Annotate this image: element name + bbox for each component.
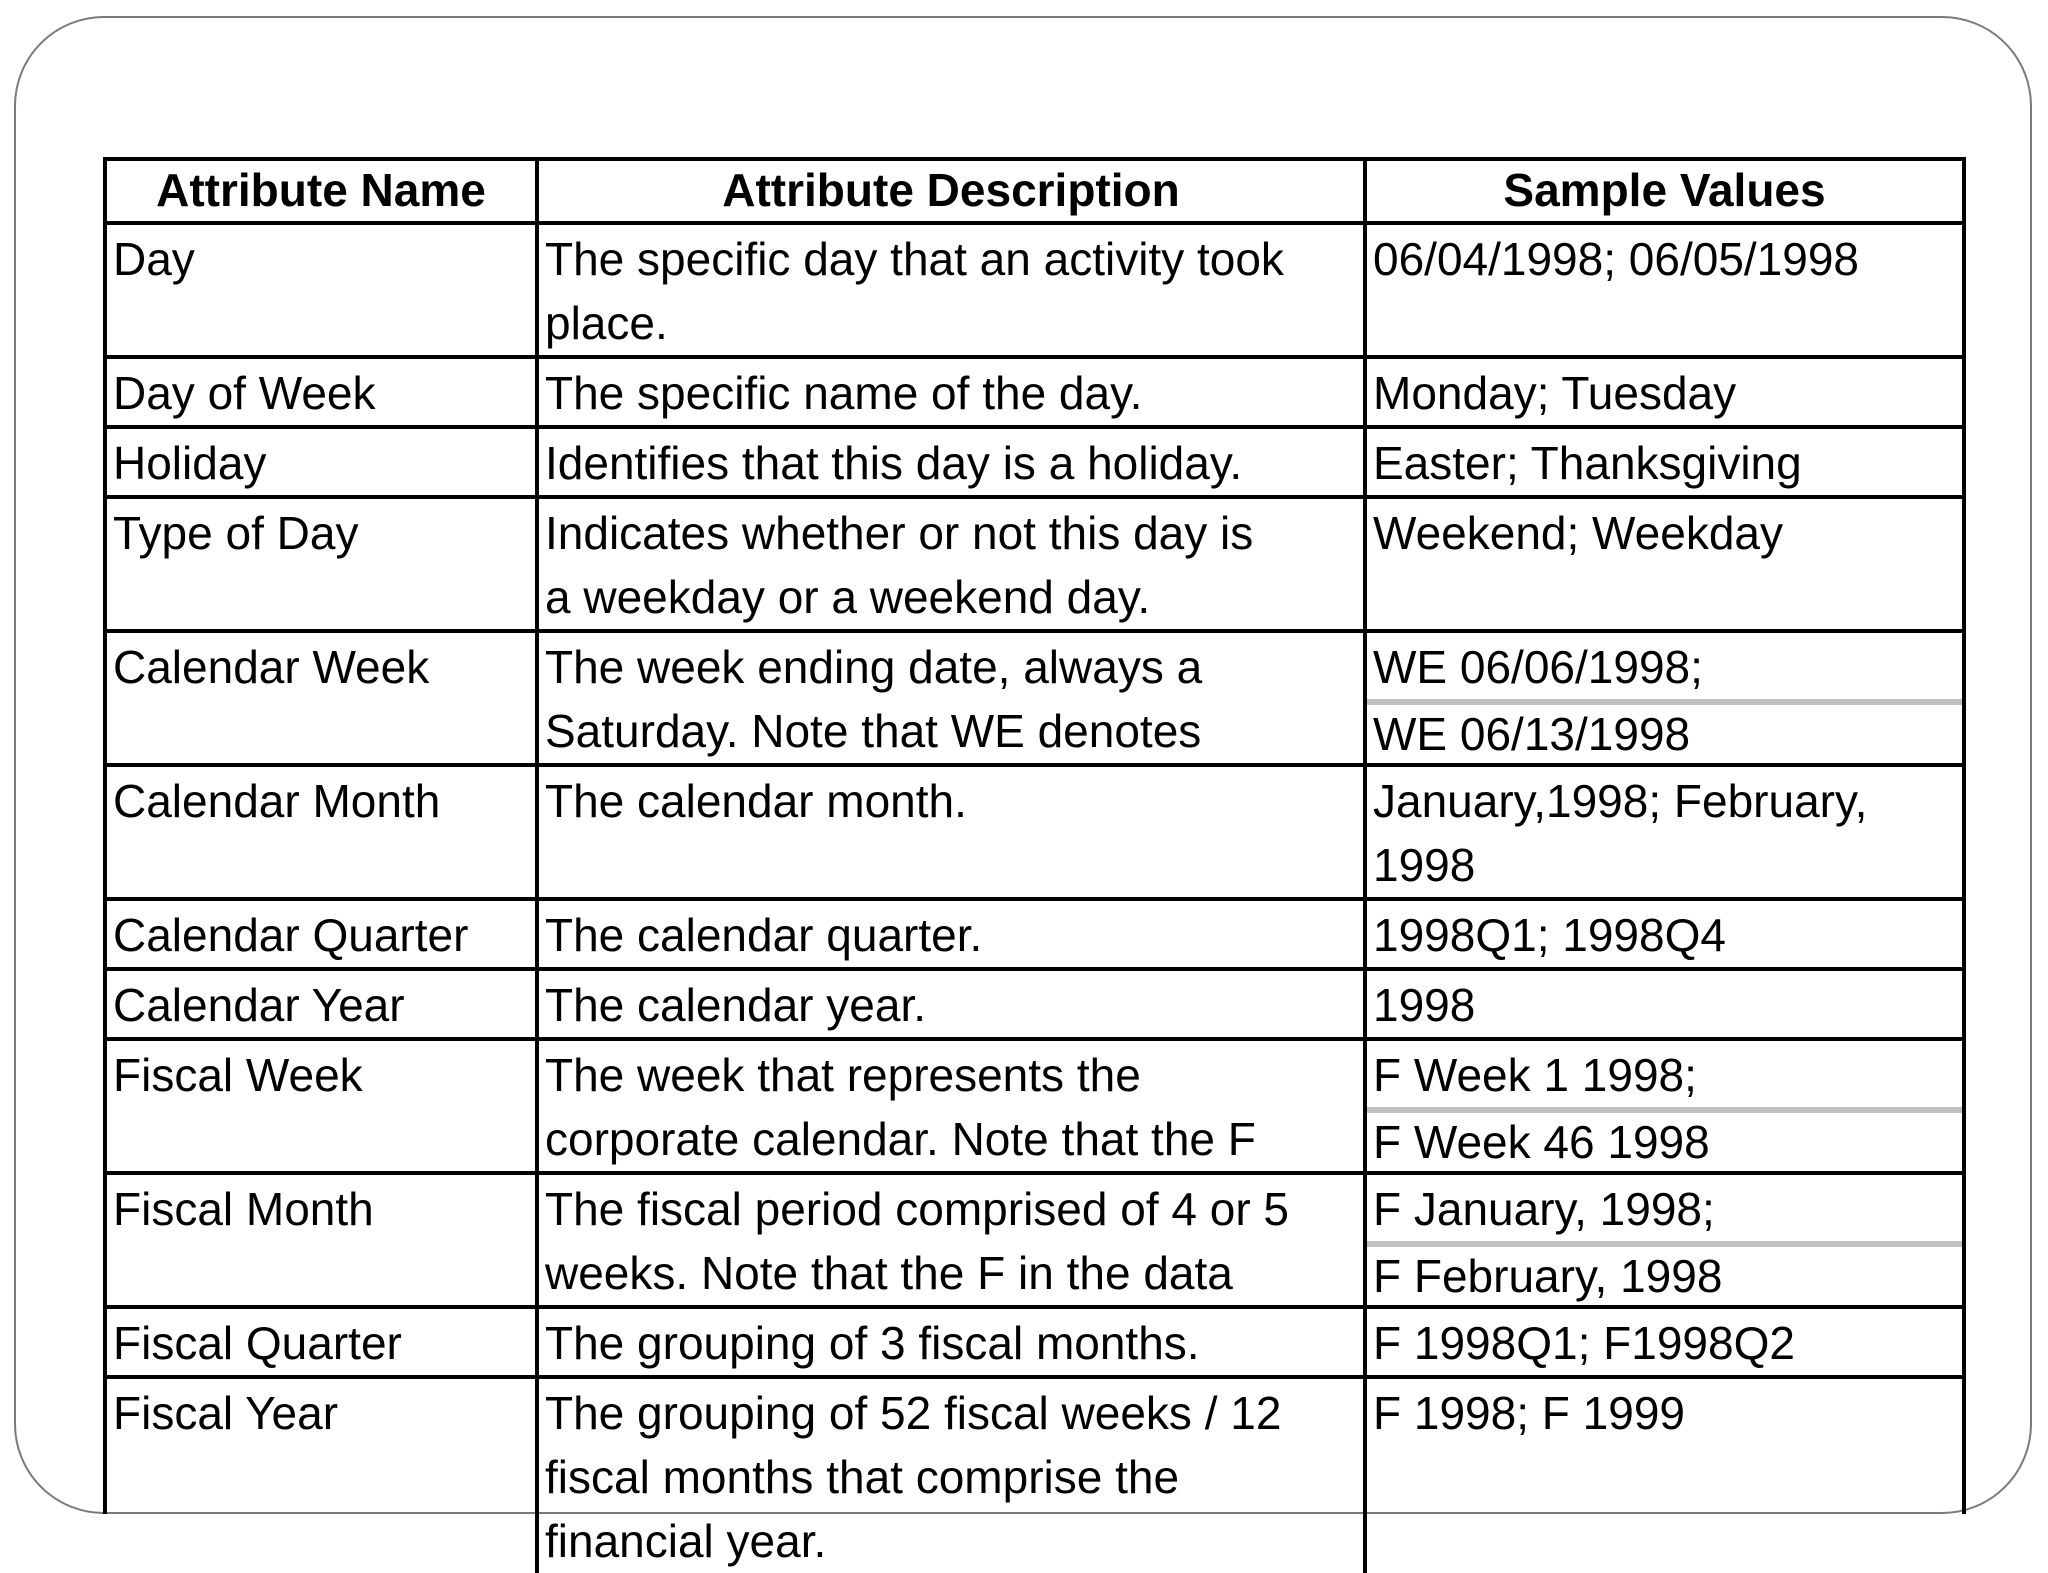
table-row <box>107 497 1962 631</box>
attribute-table <box>107 161 1962 1573</box>
cell-attribute-description: The specific day that an activity took place. <box>537 223 1365 357</box>
cell-sample-values: Weekend; Weekday <box>1365 497 1962 631</box>
cell-attribute-name: Type of Day <box>107 497 537 631</box>
cell-attribute-description: Identifies that this day is a holiday. <box>537 427 1365 497</box>
cell-sample-values: 1998 <box>1365 969 1962 1039</box>
table-row <box>107 1307 1962 1377</box>
cell-sample-values: F 1998; F 1999 <box>1365 1377 1962 1573</box>
table-row <box>107 1039 1962 1173</box>
table-row <box>107 765 1962 899</box>
table-row <box>107 223 1962 357</box>
cell-attribute-description: The grouping of 3 fiscal months. <box>537 1307 1365 1377</box>
cell-sample-values: 1998Q1; 1998Q4 <box>1365 899 1962 969</box>
cell-attribute-description: The calendar quarter. <box>537 899 1365 969</box>
cell-sample-values: F 1998Q1; F1998Q2 <box>1365 1307 1962 1377</box>
cell-sample-values: January,1998; February, 1998 <box>1365 765 1962 899</box>
table-row <box>107 1377 1962 1573</box>
header-sample-values: Sample Values <box>1365 161 1962 223</box>
cell-attribute-name: Calendar Week <box>107 631 537 765</box>
header-row <box>107 161 1962 223</box>
cell-sample-values: Monday; Tuesday <box>1365 357 1962 427</box>
cell-sample-values: F Week 1 1998; F Week 46 1998 <box>1365 1039 1962 1173</box>
cell-attribute-name: Calendar Month <box>107 765 537 899</box>
cell-attribute-name: Calendar Year <box>107 969 537 1039</box>
cell-attribute-name: Calendar Quarter <box>107 899 537 969</box>
cell-attribute-description: The grouping of 52 fiscal weeks / 12 fiscal months that comprise the financial year. <box>537 1377 1365 1573</box>
cell-attribute-name: Fiscal Week <box>107 1039 537 1173</box>
cell-attribute-name: Day <box>107 223 537 357</box>
cell-attribute-name: Fiscal Quarter <box>107 1307 537 1377</box>
header-attribute-name: Attribute Name <box>107 161 537 223</box>
cell-attribute-description: Indicates whether or not this day is a weekday or a weekend day. <box>537 497 1365 631</box>
table-row <box>107 1173 1962 1307</box>
table-row <box>107 969 1962 1039</box>
table-row <box>107 427 1962 497</box>
cell-attribute-description: The week that represents the corporate calendar. Note that the F <box>537 1039 1365 1173</box>
table-container <box>103 157 1966 1567</box>
cell-attribute-description: The fiscal period comprised of 4 or 5 weeks. Note that the F in the data <box>537 1173 1365 1307</box>
table-row <box>107 899 1962 969</box>
cell-sample-values: Easter; Thanksgiving <box>1365 427 1962 497</box>
cell-attribute-name: Fiscal Year <box>107 1377 537 1573</box>
cell-sample-values: F January, 1998; F February, 1998 <box>1365 1173 1962 1307</box>
table-row <box>107 631 1962 765</box>
cell-attribute-description: The specific name of the day. <box>537 357 1365 427</box>
table-row <box>107 357 1962 427</box>
cell-attribute-description: The week ending date, always a Saturday. Note that WE denotes <box>537 631 1365 765</box>
cell-attribute-description: The calendar month. <box>537 765 1365 899</box>
cell-attribute-name: Holiday <box>107 427 537 497</box>
cell-sample-values: 06/04/1998; 06/05/1998 <box>1365 223 1962 357</box>
cell-sample-values: WE 06/06/1998; WE 06/13/1998 <box>1365 631 1962 765</box>
header-attribute-description: Attribute Description <box>537 161 1365 223</box>
cell-attribute-name: Day of Week <box>107 357 537 427</box>
cell-attribute-name: Fiscal Month <box>107 1173 537 1307</box>
cell-attribute-description: The calendar year. <box>537 969 1365 1039</box>
